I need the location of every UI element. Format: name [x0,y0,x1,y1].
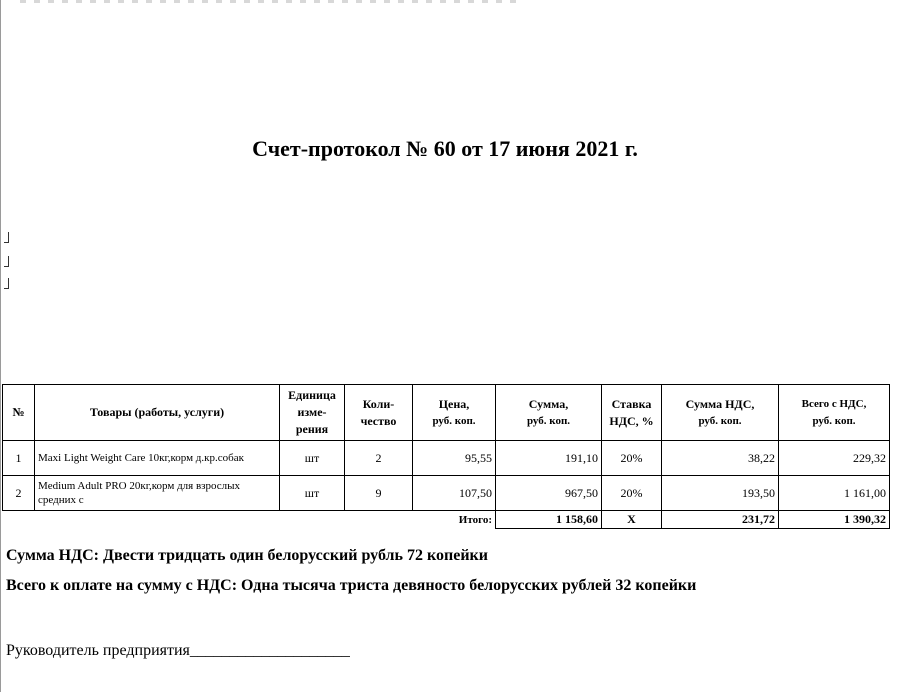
totals-empty [35,511,280,529]
row-total: 229,32 [779,441,890,476]
row-qty: 9 [345,476,413,511]
header-vat-line: руб. коп. [698,414,742,427]
totals-total: 1 390,32 [779,511,890,529]
header-sum-line: руб. коп. [526,414,571,427]
header-sum-line: Сумма, [528,396,569,411]
header-num: № [3,385,35,441]
row-total: 1 161,00 [779,476,890,511]
totals-empty [3,511,35,529]
row-num: 2 [3,476,35,511]
totals-sum: 1 158,60 [496,511,602,529]
vat-amount-in-words: Сумма НДС: Двести тридцать один белорусский рубль 72 копейки [6,547,488,564]
document-title: Счет-протокол № 60 от 17 июня 2021 г. [252,136,638,161]
row-goods-name: Maxi Light Weight Care 10кг,корм д.кр.собак [35,441,280,476]
row-sum: 191,10 [496,441,602,476]
header-vat-rate [602,385,662,441]
header-sum [496,385,602,441]
totals-empty [280,511,345,529]
header-price [413,385,496,441]
margin-mark [4,232,9,243]
page-left-edge [0,0,1,692]
header-qty-line: чество [360,413,397,428]
header-qty-line: Коли- [362,396,395,411]
header-goods: Товары (работы, услуги) [35,385,280,441]
header-total [779,385,890,441]
table-row [3,476,890,511]
header-qty [345,385,413,441]
header-total-line: руб. коп. [812,414,856,427]
row-qty: 2 [345,441,413,476]
header-rate-line: НДС, % [609,413,654,428]
row-unit: шт [280,441,345,476]
header-unit-line: изме- [297,405,327,419]
totals-row [3,511,890,529]
top-artifact [20,0,520,3]
row-goods-name: Medium Adult PRO 20кг,корм для взрослых средних с [35,476,280,511]
header-unit-line: Единица [288,388,336,402]
totals-vat-sum: 231,72 [662,511,779,529]
signature-line: Руководитель предприятия____________________ [6,642,350,659]
totals-vat-rate: Х [602,511,662,529]
row-price: 95,55 [413,441,496,476]
header-vat-line: Сумма НДС, [685,396,755,411]
total-amount-in-words: Всего к оплате на сумму с НДС: Одна тысяча триста девяносто белорусских рублей 32 копейки [6,577,697,594]
row-vat-rate: 20% [602,476,662,511]
totals-empty [345,511,413,529]
row-vat-sum: 38,22 [662,441,779,476]
row-num: 1 [3,441,35,476]
header-rate-line: Ставка [611,396,652,411]
table-header-row [3,385,890,441]
table-row [3,441,890,476]
margin-mark [4,278,9,289]
header-price-line: руб. коп. [432,414,476,427]
header-unit-line: рения [295,422,329,436]
totals-label: Итого: [458,513,492,526]
header-price-line: Цена, [438,396,470,411]
row-sum: 967,50 [496,476,602,511]
header-total-line: Всего с НДС, [801,397,867,410]
header-vat-sum [662,385,779,441]
row-price: 107,50 [413,476,496,511]
row-vat-sum: 193,50 [662,476,779,511]
items-table [2,384,890,529]
row-unit: шт [280,476,345,511]
header-unit [280,385,345,441]
row-vat-rate: 20% [602,441,662,476]
margin-mark [4,256,9,267]
